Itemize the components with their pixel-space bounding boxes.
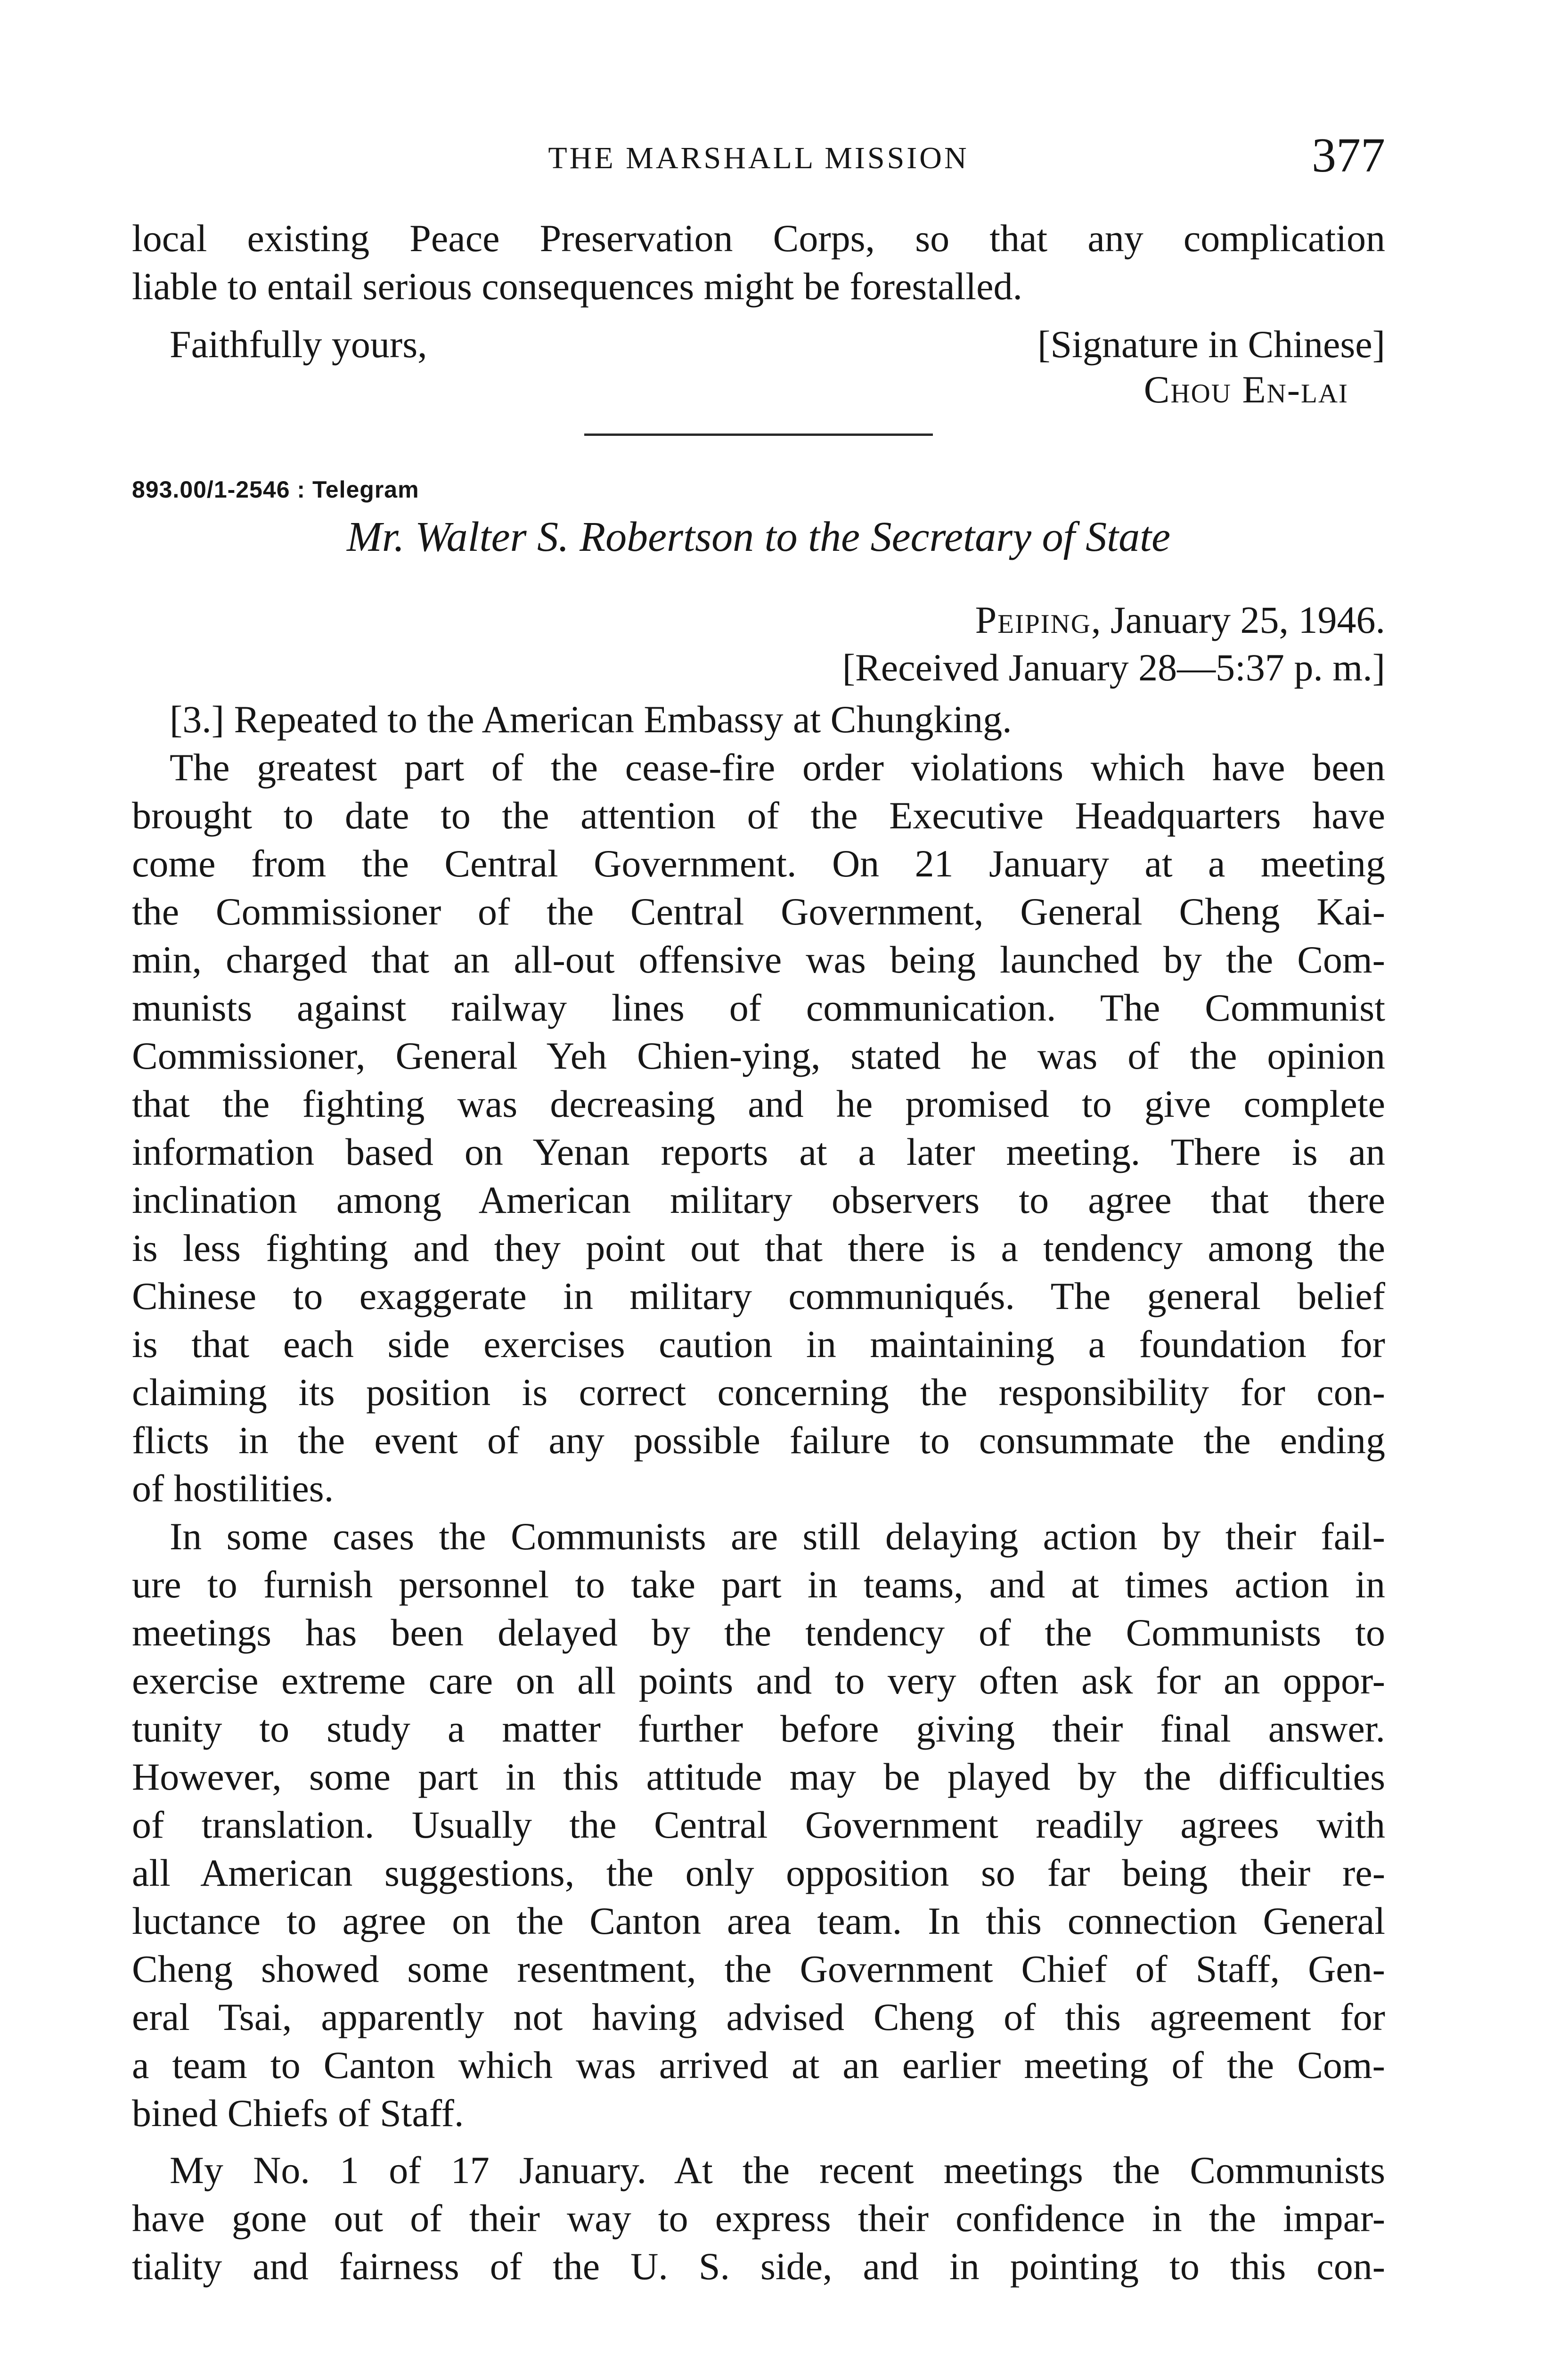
- body-line: all American suggestions, the only opposition so far being their re-: [132, 1851, 1385, 1894]
- received-note: [Received January 28—5:37 p. m.]: [842, 646, 1385, 689]
- body-line: luctance to agree on the Canton area team. In this connection General: [132, 1899, 1385, 1942]
- closing-line: liable to entail serious consequences might be forestalled.: [132, 265, 1022, 308]
- body-line: that the fighting was decreasing and he promised to give complete: [132, 1082, 1385, 1125]
- body-line: tiality and fairness of the U. S. side, and in pointing to this con-: [132, 2245, 1385, 2288]
- body-line: However, some part in this attitude may be played by the difficulties: [132, 1755, 1385, 1798]
- running-head: [132, 127, 1385, 184]
- body-line: claiming its position is correct concerning the responsibility for con-: [132, 1371, 1385, 1414]
- body-line: a team to Canton which was arrived at an earlier meeting of the Com-: [132, 2044, 1385, 2086]
- body-line: the Commissioner of the Central Government, General Cheng Kai-: [132, 890, 1385, 933]
- body-line: have gone out of their way to express their confidence in the impar-: [132, 2197, 1385, 2240]
- valediction: Faithfully yours,: [170, 323, 427, 366]
- body-line: exercise extreme care on all points and to very often ask for an oppor-: [132, 1659, 1385, 1702]
- body-line: come from the Central Government. On 21 January at a meeting: [132, 842, 1385, 885]
- body-line: brought to date to the attention of the Executive Headquarters have: [132, 794, 1385, 837]
- body-line: [3.] Repeated to the American Embassy at Chungking.: [170, 698, 1012, 741]
- body-line: min, charged that an all-out offensive was being launched by the Com-: [132, 938, 1385, 981]
- body-line: meetings has been delayed by the tendency of the Communists to: [132, 1611, 1385, 1654]
- file-reference: 893.00/1-2546 : Telegram: [132, 476, 419, 503]
- body-line: is less fighting and they point out that there is a tendency among the: [132, 1227, 1385, 1269]
- body-line: bined Chiefs of Staff.: [132, 2092, 464, 2135]
- body-line: Chinese to exaggerate in military communiqués. The general belief: [132, 1275, 1385, 1317]
- body-line: of translation. Usually the Central Government readily agrees with: [132, 1803, 1385, 1846]
- running-head-title: THE MARSHALL MISSION: [548, 141, 969, 175]
- body-line: munists against railway lines of communication. The Communist: [132, 986, 1385, 1029]
- body-line: eral Tsai, apparently not having advised Cheng of this agreement for: [132, 1996, 1385, 2038]
- signer-name: Chou En-lai: [1143, 368, 1348, 411]
- body-line: of hostilities.: [132, 1467, 334, 1510]
- body-line: inclination among American military observers to agree that there: [132, 1178, 1385, 1221]
- body-line: ure to furnish personnel to take part in teams, and at times action in: [132, 1563, 1385, 1606]
- body-line: My No. 1 of 17 January. At the recent meetings the Communists: [170, 2149, 1385, 2192]
- dateline: [975, 596, 1385, 644]
- body-line: tunity to study a matter further before giving their final answer.: [132, 1707, 1385, 1750]
- body-line: In some cases the Communists are still delaying action by their fail-: [170, 1515, 1385, 1558]
- body-line: flicts in the event of any possible failure to consummate the ending: [132, 1419, 1385, 1462]
- dateline-place: Peiping: [975, 598, 1091, 641]
- dateline-date: , January 25, 1946.: [1091, 598, 1385, 641]
- body-line: The greatest part of the cease-fire order violations which have been: [170, 746, 1385, 789]
- body-line: Commissioner, General Yeh Chien-ying, stated he was of the opinion: [132, 1034, 1385, 1077]
- closing-line: local existing Peace Preservation Corps, so that any complication: [132, 217, 1385, 260]
- section-divider: [584, 434, 933, 436]
- document-heading: Mr. Walter S. Robertson to the Secretary of State: [346, 514, 1171, 560]
- body-line: Cheng showed some resentment, the Government Chief of Staff, Gen-: [132, 1947, 1385, 1990]
- body-line: is that each side exercises caution in maintaining a foundation for: [132, 1323, 1385, 1366]
- signature-note: [Signature in Chinese]: [1037, 323, 1385, 366]
- page-number: 377: [1312, 128, 1385, 182]
- body-line: information based on Yenan reports at a later meeting. There is an: [132, 1130, 1385, 1173]
